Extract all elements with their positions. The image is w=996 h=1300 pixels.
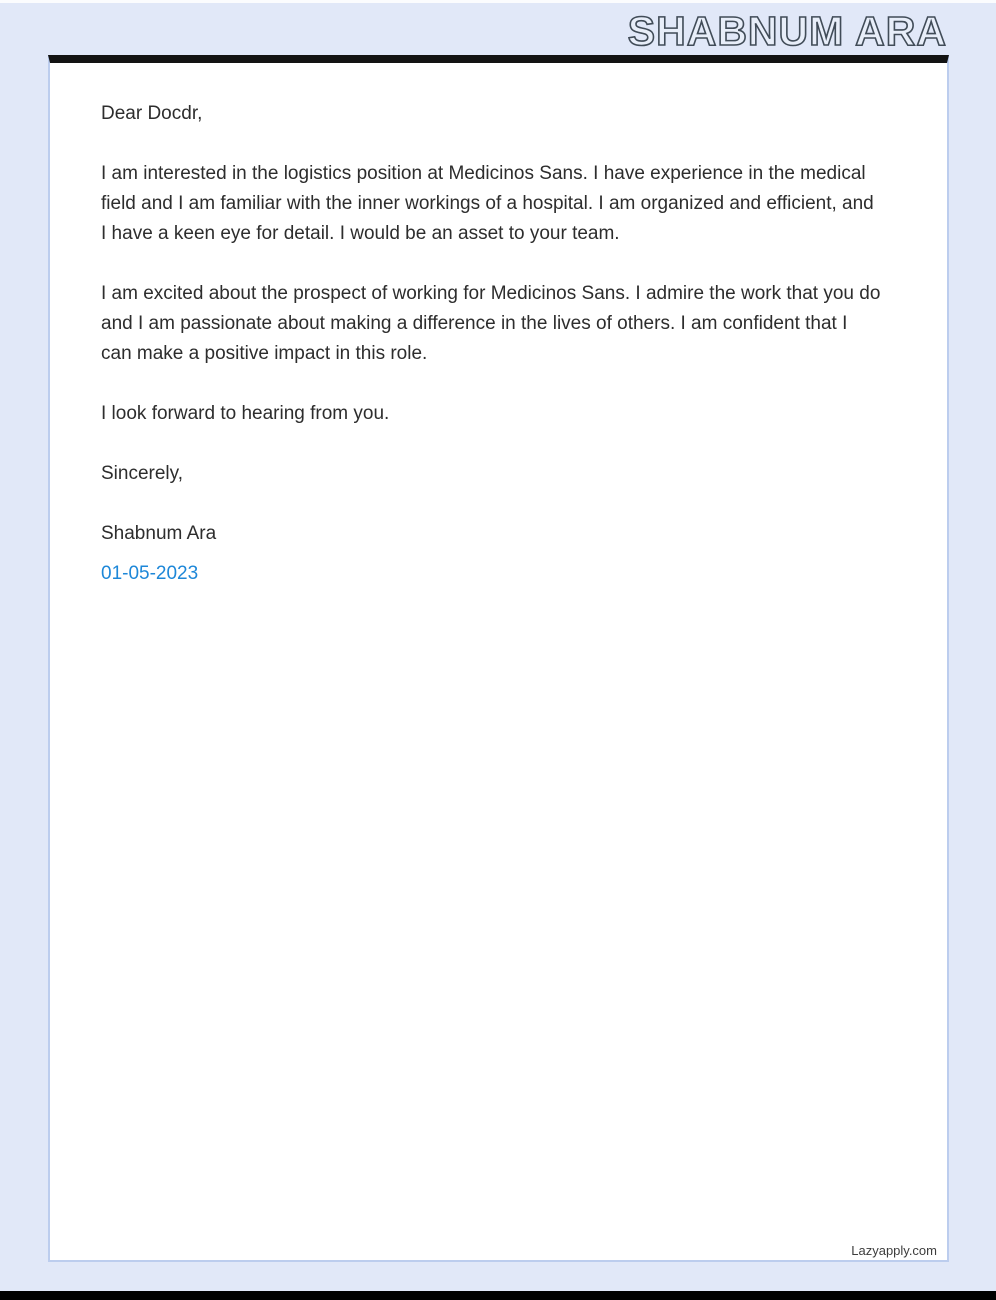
paragraph: I look forward to hearing from you. (101, 403, 390, 424)
top-edge-strip (0, 0, 996, 3)
closing: Sincerely, (101, 463, 184, 484)
letter-page (48, 55, 949, 1262)
salutation: Dear Docdr, (101, 103, 203, 124)
paragraph: I am interested in the logistics position at Medicinos Sans. I have experience in the medical field and I am familiar with the inner workings of a hospital. I am organized and efficient, and I have a keen eye for detail. I would be an asset to your team. (101, 163, 874, 244)
bottom-black-strip (0, 1291, 996, 1300)
signature-name: Shabnum Ara (101, 523, 217, 544)
date-link[interactable]: 01-05-2023 (101, 563, 199, 584)
letterhead-name: SHABNUM ARA (627, 8, 947, 54)
footer-branding: Lazyapply.com (851, 1243, 937, 1258)
letter-body (101, 99, 883, 589)
paragraph: I am excited about the prospect of working for Medicinos Sans. I admire the work that you do and I am passionate about making a difference in the lives of others. I am confident that I can make a positive impact in this role. (101, 283, 881, 364)
